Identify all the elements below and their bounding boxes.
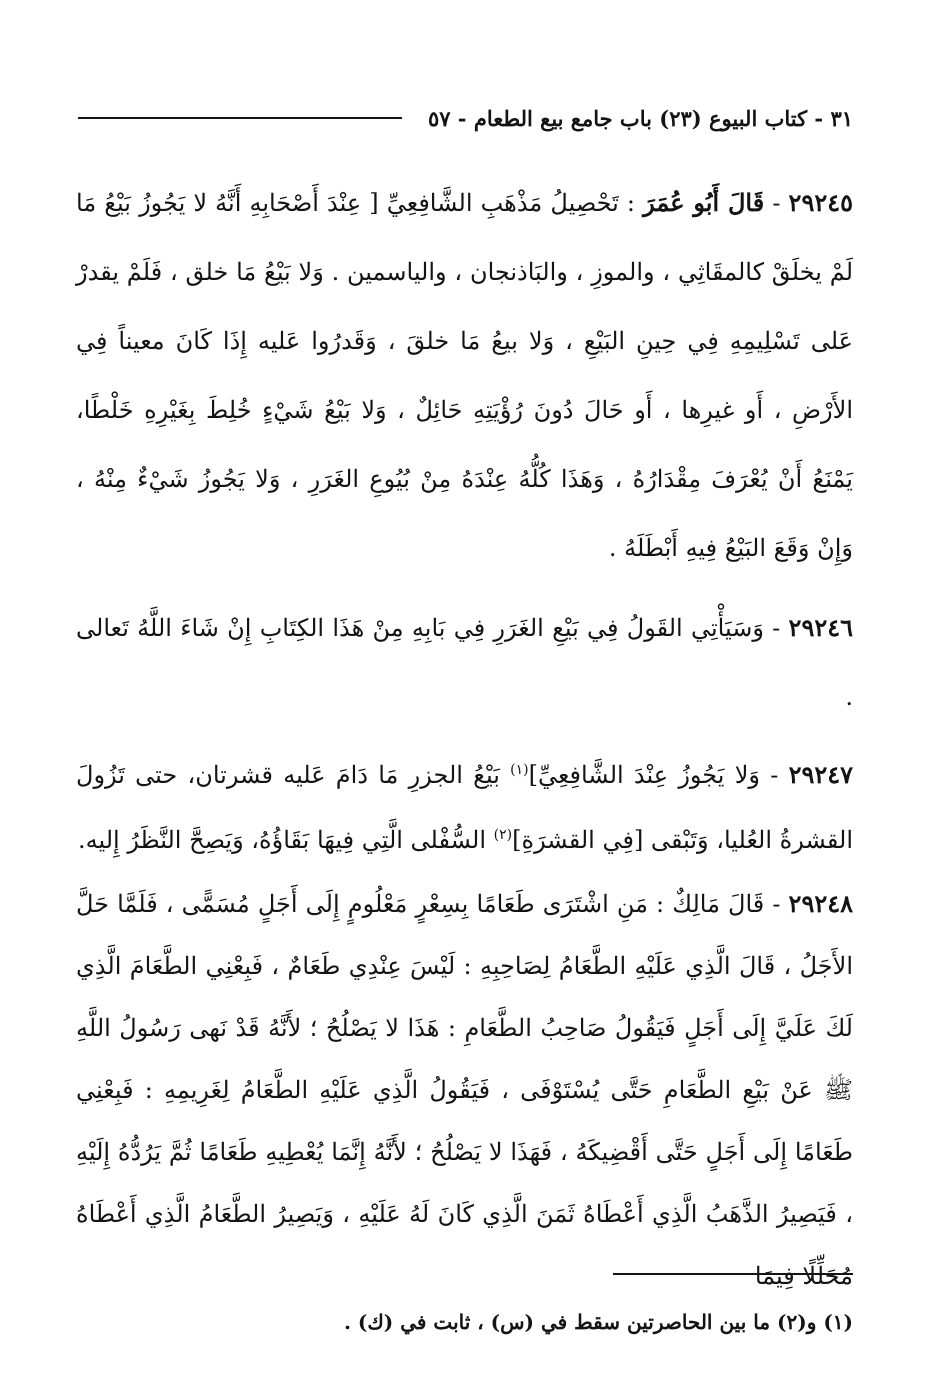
running-title: ٣١ - كتاب البيوع (٢٣) باب جامع بيع الطعام - ٥٧: [427, 105, 853, 131]
paragraph-number: ٢٩٢٤٦: [788, 613, 853, 642]
footnote-marker-1: (١): [510, 762, 529, 778]
main-text: [76, 168, 853, 1307]
footnote-separator: [613, 1273, 853, 1275]
paragraph-number: ٢٩٢٤٥: [788, 188, 853, 217]
paragraph-29246: [76, 593, 853, 732]
paragraph-text: السُّفْلى الَّتِي فِيهَا بَقَاؤُهُ، وَيَصِحَّ النَّظَرُ إِليه.: [77, 826, 494, 854]
paragraph-dash: -: [759, 761, 789, 789]
paragraph-29247: [76, 742, 853, 873]
paragraph-dash: -: [764, 189, 789, 217]
paragraph-29245: [76, 168, 853, 583]
paragraph-number: ٢٩٢٤٧: [788, 760, 854, 789]
footnote: (١) و(٢) ما بين الحاصرتين سقط في (س) ، ثابت في (ك) .: [343, 1310, 853, 1334]
paragraph-text: بَيْعُ الجزرِ مَا دَامَ عَليه قشرتان، حتى تَزُولَ القشرةُ العُليا، وَتَبْقى [فِي القشرَةِ]: [76, 761, 853, 854]
paragraph-text: وَلا يَجُوزُ عِنْدَ الشَّافِعِيِّ]: [528, 761, 760, 789]
speaker-name: قَالَ أَبُو عُمَرَ: [643, 188, 765, 217]
paragraph-text: وَسَيَأْتِي القَولُ فِي بَيْعِ الغَرَرِ فِي بَابِهِ مِنْ هَذَا الكِتَابِ إِنْ شَاءَ اللَّهُ تَعالى .: [76, 614, 853, 711]
paragraph-number: ٢٩٢٤٨: [788, 889, 853, 918]
paragraph-dash: -: [763, 614, 789, 642]
paragraph-text: قَالَ مَالِكٌ : مَنِ اشْتَرَى طَعَامًا بِسِعْرٍ مَعْلُومٍ إِلَى أَجَلٍ مُسَمًّى ، فَلَمَّا حَلَّ الأَجَلُ ، قَالَ الَّذِي عَلَيْهِ الطَّعَامُ لِصَاحِبِهِ : لَيْسَ عِنْدِي طَعَامٌ ، فَبِعْنِي الطَّعَامَ الَّذِي لَكَ عَلَيَّ إِلَى أَجَلٍ فَيَقُولُ صَاحِبُ الطَّعَامِ : هَذَا لا يَصْلُحُ ؛ لأَنَّهُ قَدْ نَهى رَسُولُ اللَّهِ ﷺ عَنْ بَيْعِ الطَّعَامِ حَتَّى يُسْتَوْفَى ، فَيَقُولُ الَّذِي عَلَيْهِ الطَّعَامُ لِغَرِيمِهِ : فَبِعْنِي طَعَامًا إِلَى أَجَلٍ حَتَّى أَقْضِيكَهُ ، فَهَذَا لا يَصْلُحُ ؛ لأَنَّهُ إِنَّمَا يُعْطِيهِ طَعَامًا ثُمَّ يَرُدُّهُ إِلَيْهِ ، فَيَصِيرُ الذَّهَبُ الَّذِي أَعْطَاهُ ثَمَنَ الَّذِي كَانَ لَهُ عَلَيْهِ ، وَيَصِيرُ الطَّعَامُ الَّذِي أَعْطَاهُ مُحَلِّلًا فِيمَا: [76, 890, 854, 1290]
paragraph-text: : تَحْصِيلُ مَذْهَبِ الشَّافِعِيِّ [ عِنْدَ أَصْحَابِهِ أَنَّهُ لا يَجُوزُ بَيْعُ مَا لَمْ يخلَقْ كالمقَاثِي ، والموزِ ، والبَاذنجان ، والياسمين . وَلا بَيْعُ مَا خلق ، فَلَمْ يقدرْ عَلى تَسْلِيمِهِ فِي حِينِ البَيْعِ ، وَلا بيعُ مَا خلقَ ، وَقَدرُوا عَليه إِذَا كَانَ معيناً فِي الأَرْضِ ، أَو غيرِها ، أَو حَالَ دُونَ رُؤْيَتِهِ حَائِلٌ ، وَلا بَيْعُ شَيْءٍ خُلِطَ بِغَيْرِهِ خَلْطًا، يَمْنَعُ أَنْ يُعْرَفَ مِقْدَارُهُ ، وَهَذَا كُلُّهُ عِنْدَهُ مِنْ بُيُوعِ الغَرَرِ ، وَلا يَجُوزُ شَيْءٌ مِنْهُ ، وَإِنْ وَقَعَ البَيْعُ فِيهِ أَبْطَلَهُ .: [76, 189, 853, 562]
paragraph-29248: [76, 873, 853, 1307]
running-header: [78, 98, 853, 138]
footnote-marker-2: (٢): [493, 827, 513, 843]
paragraph-dash: -: [764, 890, 789, 918]
header-rule: [78, 117, 402, 119]
